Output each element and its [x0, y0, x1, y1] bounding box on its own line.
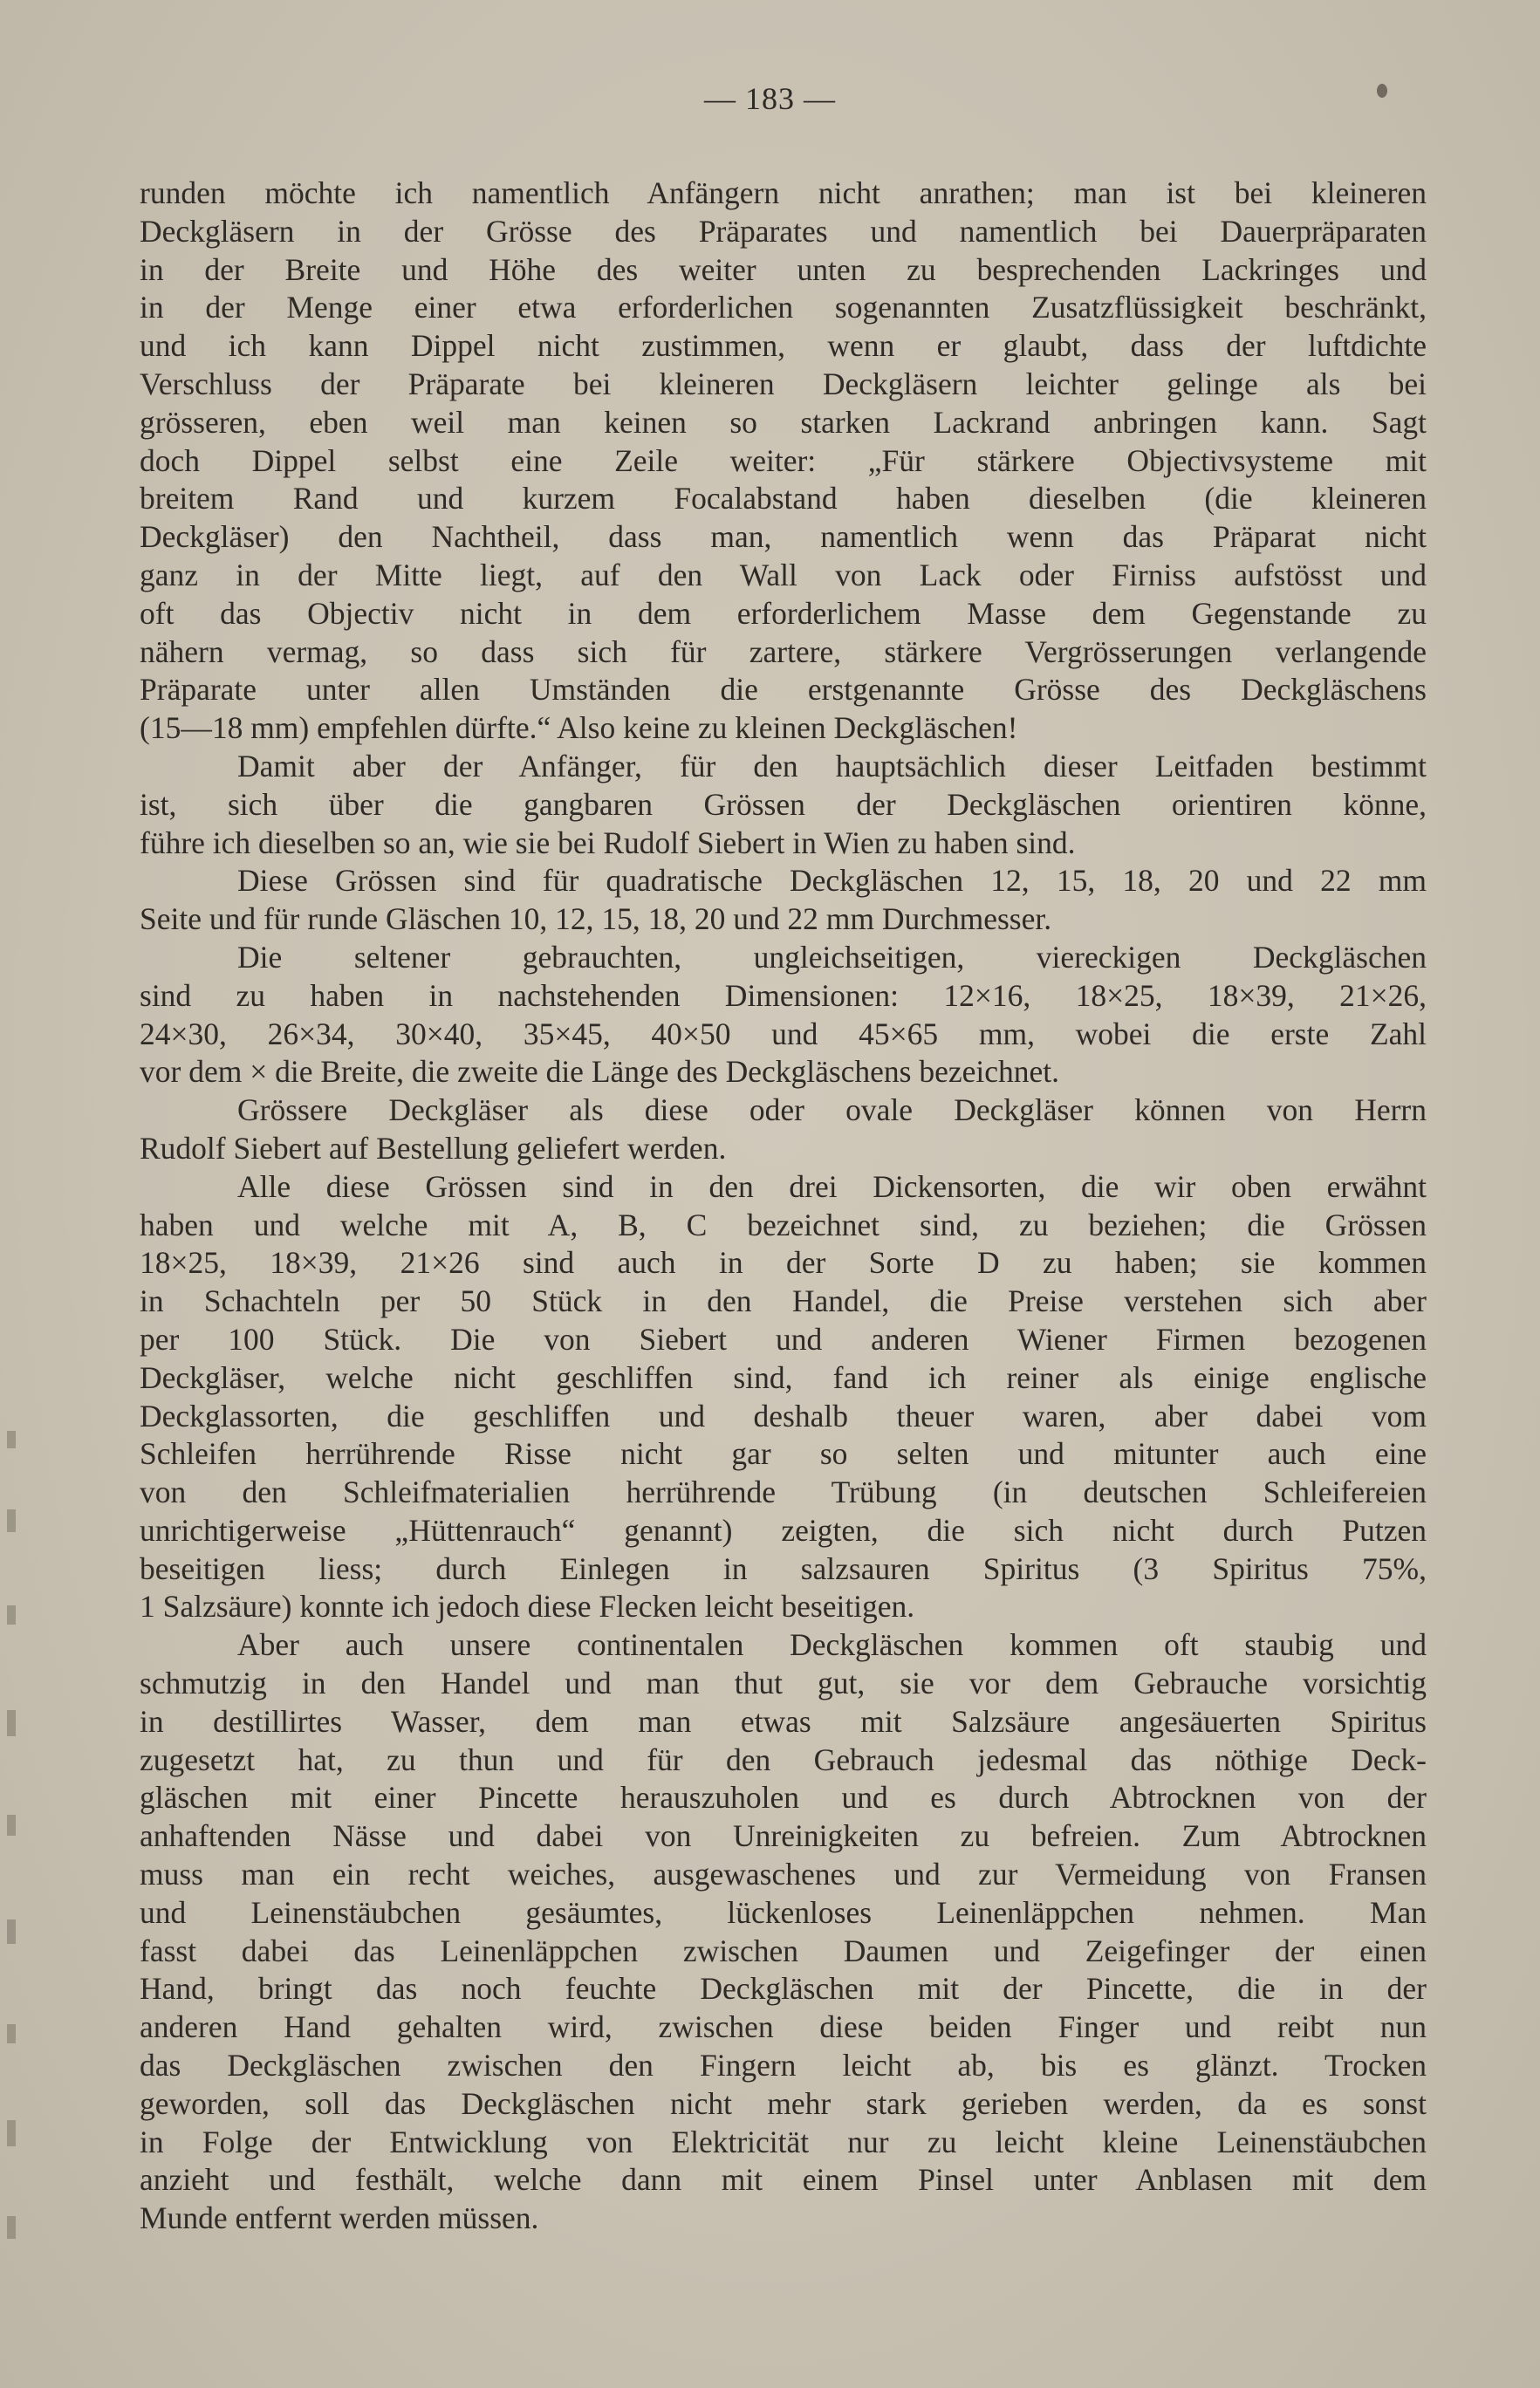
text-line: Deckgläser, welche nicht geschliffen sind, fand ich reiner als einige englische	[140, 1359, 1427, 1395]
text-line: Deckgläser) den Nachtheil, dass man, namentlich wenn das Präparat nicht	[140, 519, 1427, 555]
text-line: Aber auch unsere continentalen Deckgläschen kommen oft staubig und	[237, 1627, 1427, 1663]
margin-mark	[7, 2216, 16, 2239]
text-line: in der Breite und Höhe des weiter unten zu besprechenden Lackringes und	[140, 251, 1427, 287]
bleed-through-marks	[3, 1431, 24, 2286]
text-line: und ich kann Dippel nicht zustimmen, wenn er glaubt, dass der luftdichte	[140, 328, 1427, 364]
text-line: doch Dippel selbst eine Zeile weiter: „Für stärkere Objectivsysteme mit	[140, 442, 1427, 478]
text-line: per 100 Stück. Die von Siebert und anderen Wiener Firmen bezogenen	[140, 1321, 1427, 1357]
text-line: Die seltener gebrauchten, ungleichseitigen, viereckigen Deckgläschen	[237, 939, 1427, 975]
text-line: vor dem × die Breite, die zweite die Länge des Deckgläschens bezeichnet.	[140, 1054, 1060, 1090]
text-line: 24×30, 26×34, 30×40, 35×45, 40×50 und 45×65 mm, wobei die erste Zahl	[140, 1016, 1427, 1051]
text-line: muss man ein recht weiches, ausgewaschenes und zur Vermeidung von Fransen	[140, 1857, 1427, 1892]
margin-mark	[7, 2024, 16, 2043]
text-line: das Deckgläschen zwischen den Fingern leicht ab, bis es glänzt. Trocken	[140, 2048, 1427, 2084]
body-text	[140, 174, 1427, 2238]
text-line: 18×25, 18×39, 21×26 sind auch in der Sorte D zu haben; sie kommen	[140, 1245, 1427, 1281]
text-line: grösseren, eben weil man keinen so starken Lackrand anbringen kann. Sagt	[140, 404, 1427, 440]
text-line: geworden, soll das Deckgläschen nicht mehr stark gerieben werden, da es sonst	[140, 2085, 1427, 2121]
text-line: 1 Salzsäure) konnte ich jedoch diese Flecken leicht beseitigen.	[140, 1589, 915, 1625]
text-line: Diese Grössen sind für quadratische Deckgläschen 12, 15, 18, 20 und 22 mm	[237, 863, 1427, 899]
text-line: schmutzig in den Handel und man thut gut, sie vor dem Gebrauche vorsichtig	[140, 1666, 1427, 1701]
text-line: ist, sich über die gangbaren Grössen der Deckgläschen orientiren könne,	[140, 786, 1427, 822]
margin-mark	[7, 1431, 16, 1448]
text-line: Seite und für runde Gläschen 10, 12, 15, 18, 20 und 22 mm Durchmesser.	[140, 901, 1052, 937]
text-line: zugesetzt hat, zu thun und für den Gebrauch jedesmal das nöthige Deck-	[140, 1741, 1427, 1777]
text-line: Damit aber der Anfänger, für den hauptsächlich dieser Leitfaden bestimmt	[237, 748, 1427, 783]
text-line: unrichtigerweise „Hüttenrauch“ genannt) zeigten, die sich nicht durch Putzen	[140, 1512, 1427, 1548]
text-line: breitem Rand und kurzem Focalabstand haben dieselben (die kleineren	[140, 481, 1427, 517]
text-line: von den Schleifmaterialien herrührende Trübung (in deutschen Schleifereien	[140, 1475, 1427, 1510]
margin-mark	[7, 1605, 16, 1625]
ink-spot	[1377, 84, 1387, 98]
margin-mark	[7, 2120, 16, 2146]
text-line: runden möchte ich namentlich Anfängern nicht anrathen; man ist bei kleineren	[140, 175, 1427, 210]
margin-mark	[7, 1919, 16, 1944]
text-line: in Schachteln per 50 Stück in den Handel, die Preise verstehen sich aber	[140, 1283, 1427, 1319]
text-line: Deckgläsern in der Grösse des Präparates und namentlich bei Dauerpräparaten	[140, 213, 1427, 249]
text-line: Verschluss der Präparate bei kleineren Deckgläsern leichter gelinge als bei	[140, 366, 1427, 401]
text-line: Hand, bringt das noch feuchte Deckgläschen mit der Pincette, die in der	[140, 1971, 1427, 2007]
margin-mark	[7, 1509, 16, 1532]
text-line: Alle diese Grössen sind in den drei Dickensorten, die wir oben erwähnt	[237, 1168, 1427, 1204]
text-line: ganz in der Mitte liegt, auf den Wall von Lack oder Firniss aufstösst und	[140, 557, 1427, 592]
margin-mark	[7, 1815, 16, 1836]
text-line: fasst dabei das Leinenläppchen zwischen Daumen und Zeigefinger der einen	[140, 1933, 1427, 1968]
text-line: in destillirtes Wasser, dem man etwas mit Salzsäure angesäuerten Spiritus	[140, 1703, 1427, 1739]
text-line: in Folge der Entwicklung von Elektricität nur zu leicht kleine Leinenstäubchen	[140, 2124, 1427, 2159]
text-line: Schleifen herrührende Risse nicht gar so selten und mitunter auch eine	[140, 1436, 1427, 1472]
text-line: Deckglassorten, die geschliffen und deshalb theuer waren, aber dabei vom	[140, 1398, 1427, 1433]
page-number: — 183 —	[704, 81, 836, 116]
text-line: (15—18 mm) empfehlen dürfte.“ Also keine zu kleinen Deckgläschen!	[140, 710, 1018, 746]
text-line: gläschen mit einer Pincette herauszuholen und es durch Abtrocknen von der	[140, 1780, 1427, 1816]
text-line: beseitigen liess; durch Einlegen in salzsauren Spiritus (3 Spiritus 75%,	[140, 1550, 1427, 1586]
text-line: in der Menge einer etwa erforderlichen sogenannten Zusatzflüssigkeit beschränkt,	[140, 290, 1427, 325]
text-line: Munde entfernt werden müssen.	[140, 2200, 539, 2236]
text-line: haben und welche mit A, B, C bezeichnet sind, zu beziehen; die Grössen	[140, 1207, 1427, 1242]
text-line: führe ich dieselben so an, wie sie bei Rudolf Siebert in Wien zu haben sind.	[140, 825, 1076, 860]
text-line: sind zu haben in nachstehenden Dimensionen: 12×16, 18×25, 18×39, 21×26,	[140, 977, 1427, 1013]
text-line: anhaftenden Nässe und dabei von Unreinigkeiten zu befreien. Zum Abtrocknen	[140, 1818, 1427, 1854]
text-line: nähern vermag, so dass sich für zartere, stärkere Vergrösserungen verlangende	[140, 633, 1427, 669]
text-line: und Leinenstäubchen gesäumtes, lückenloses Leinenläppchen nehmen. Man	[140, 1894, 1427, 1930]
text-line: anderen Hand gehalten wird, zwischen diese beiden Finger und reibt nun	[140, 2009, 1427, 2045]
text-line: Grössere Deckgläser als diese oder ovale Deckgläser können von Herrn	[237, 1092, 1427, 1128]
text-line: Rudolf Siebert auf Bestellung geliefert werden.	[140, 1130, 727, 1166]
text-line: oft das Objectiv nicht in dem erforderlichem Masse dem Gegenstande zu	[140, 595, 1427, 631]
text-line: anzieht und festhält, welche dann mit einem Pinsel unter Anblasen mit dem	[140, 2162, 1427, 2198]
text-line: Präparate unter allen Umständen die erstgenannte Grösse des Deckgläschens	[140, 672, 1427, 708]
margin-mark	[7, 1710, 16, 1736]
